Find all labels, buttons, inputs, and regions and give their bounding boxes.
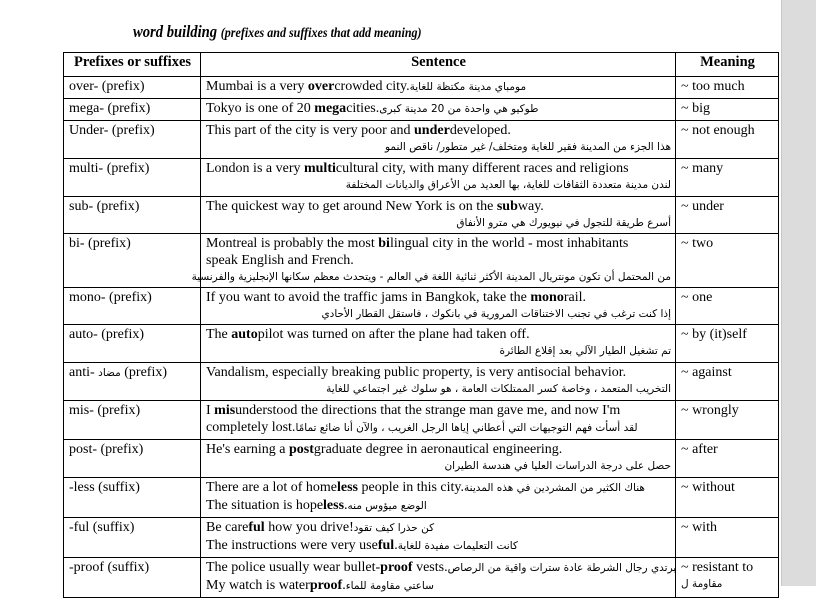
arabic-translation: إذا كنت ترغب في تجنب الاختناقات المرورية في بانكوك ، فاستقل القطار الأحادي xyxy=(321,308,671,320)
sentence-text: The instructions were very use xyxy=(206,538,378,553)
affix-cell xyxy=(64,288,201,325)
meaning-cell xyxy=(676,558,779,598)
sentence-cell xyxy=(201,288,676,325)
affix-cell xyxy=(64,558,201,598)
sentence-line xyxy=(206,100,671,118)
sentence-cell xyxy=(201,440,676,478)
title-main: word building xyxy=(133,22,218,41)
affix-cell xyxy=(64,121,201,159)
table-row xyxy=(64,401,779,440)
sentence-line xyxy=(206,364,671,381)
sentence-line xyxy=(206,497,671,515)
affix-highlight: proof xyxy=(309,578,343,593)
header-sentence: Sentence xyxy=(201,53,676,77)
sentence-line xyxy=(206,559,677,577)
affix-highlight: sub xyxy=(496,199,518,214)
affix-label: mega- (prefix) xyxy=(69,101,151,116)
affix-label: anti- xyxy=(69,365,99,380)
affix-label: mono- (prefix) xyxy=(69,290,152,305)
table-row xyxy=(64,288,779,325)
sentence-text: speak English and French. xyxy=(206,253,354,268)
sentence-text: Be care xyxy=(206,520,249,535)
header-meaning: Meaning xyxy=(676,53,779,77)
sentence-cell xyxy=(191,234,676,288)
arabic-translation: التخريب المتعمد ، وخاصة كسر الممتلكات العامة ، هو سلوك غير اجتماعي للغاية xyxy=(326,383,671,395)
affix-highlight: over xyxy=(307,79,335,94)
sentence-cell xyxy=(201,99,676,121)
sentence-cell xyxy=(201,121,676,159)
table-row xyxy=(64,440,779,478)
sentence-line xyxy=(206,235,671,252)
affix-highlight: less xyxy=(323,498,345,513)
affix-highlight: mis xyxy=(214,403,236,418)
meaning-text: ~ without xyxy=(681,480,735,495)
meaning-text: ~ under xyxy=(681,199,724,214)
meaning-text: ~ by (it)self xyxy=(681,327,747,342)
affix-highlight: auto xyxy=(231,327,258,342)
sentence-text: The xyxy=(206,327,232,342)
meaning-text: ~ many xyxy=(681,161,724,176)
word-building-table xyxy=(63,52,779,598)
arabic-translation: كانت التعليمات مفيدة للغاية xyxy=(397,540,518,552)
arabic-translation: لندن مدينة متعددة الثقافات للغاية، بها العديد من الأعراق والديانات المختلفة xyxy=(345,179,671,191)
sentence-line xyxy=(206,160,671,177)
affix-highlight: mega xyxy=(314,101,347,116)
arabic-translation: حصل على درجة الدراسات العليا في هندسة الطيران xyxy=(444,460,671,472)
sentence-text: completely lost. xyxy=(206,420,296,435)
meaning-cell xyxy=(676,401,779,440)
sentence-cell xyxy=(201,159,676,197)
affix-highlight: post xyxy=(289,442,314,457)
meaning-text: ~ wrongly xyxy=(681,403,739,418)
sentence-text: There are a lot of home xyxy=(206,480,337,495)
sentence-line xyxy=(206,479,671,497)
table-row xyxy=(64,363,779,401)
sentence-text: My watch is water xyxy=(206,578,310,593)
meaning-cell xyxy=(676,121,779,159)
affix-label: post- (prefix) xyxy=(69,442,144,457)
affix-label: Under- (prefix) xyxy=(69,123,155,138)
sentence-line xyxy=(206,122,671,139)
sentence-text: way. xyxy=(517,199,544,214)
affix-cell xyxy=(64,77,201,99)
sentence-text: crowded city. xyxy=(334,79,410,94)
affix-highlight: proof xyxy=(380,560,413,575)
arabic-translation: لقد أسأت فهم التوجيهات التي أعطاني إياها الرجل الغريب ، والآن أنا ضائع تمامًا xyxy=(295,422,638,434)
meaning-text: ~ two xyxy=(681,236,714,251)
meaning-cell xyxy=(676,77,779,99)
affix-cell xyxy=(64,440,201,478)
affix-highlight: bi xyxy=(378,236,390,251)
sentence-text: people in this city. xyxy=(358,480,465,495)
table-row xyxy=(64,325,779,363)
sentence-line xyxy=(206,577,671,595)
meaning-text: ~ big xyxy=(681,101,710,116)
sentence-line xyxy=(206,78,671,96)
meaning-text: ~ against xyxy=(681,365,732,380)
sentence-text: how you drive! xyxy=(264,520,354,535)
affix-cell xyxy=(64,363,201,401)
sentence-text: The quickest way to get around New York is on the xyxy=(206,199,497,214)
affix-cell xyxy=(64,234,201,288)
sentence-text: Tokyo is one of 20 xyxy=(206,101,315,116)
affix-label: -proof (suffix) xyxy=(69,560,150,575)
sentence-line xyxy=(206,419,671,437)
sentence-text: vests. xyxy=(412,560,448,575)
sentence-text: lingual city in the world - most inhabitants xyxy=(389,236,629,251)
meaning-cell xyxy=(676,234,779,288)
affix-tail: (prefix) xyxy=(124,365,168,380)
arabic-translation: طوكيو هي واحدة من 20 مدينة كبرى xyxy=(379,103,539,115)
sentence-text: . xyxy=(394,538,398,553)
affix-highlight: mono xyxy=(530,290,564,305)
affix-cell xyxy=(64,478,201,518)
sentence-text: Montreal is probably the most xyxy=(206,236,379,251)
table-row xyxy=(64,197,779,234)
affix-label: sub- (prefix) xyxy=(69,199,140,214)
table-row xyxy=(64,159,779,197)
arabic-translation: من المحتمل أن تكون مونتريال المدينة الأكثر ثنائية اللغة في العالم - ويتحدث معظم سكانها الإنجليزية والفرنسية xyxy=(191,271,671,283)
sentence-text: . xyxy=(344,498,348,513)
sentence-line xyxy=(206,252,671,269)
sentence-text: Mumbai is a very xyxy=(206,79,308,94)
affix-label: -ful (suffix) xyxy=(69,520,135,535)
meaning-text: ~ with xyxy=(681,520,717,535)
sentence-text: cultural city, with many different races and religions xyxy=(335,161,629,176)
sentence-text: pilot was turned on after the plane had taken off. xyxy=(257,327,530,342)
sentence-text: developed. xyxy=(449,123,511,138)
meaning-text: ~ too much xyxy=(681,79,745,94)
affix-highlight: multi xyxy=(303,161,336,176)
affix-cell xyxy=(64,99,201,121)
affix-label: bi- (prefix) xyxy=(69,236,131,251)
affix-label: multi- (prefix) xyxy=(69,161,150,176)
sentence-text: I xyxy=(206,403,215,418)
sentence-text: The police usually wear bullet- xyxy=(206,560,381,575)
arabic-translation: أسرع طريقة للتجول في نيويورك هي مترو الأنفاق xyxy=(456,217,671,229)
page-title xyxy=(133,22,422,42)
arabic-translation: يرتدي رجال الشرطة عادة سترات واقية من الرصاص xyxy=(447,562,677,574)
sentence-line xyxy=(206,519,671,537)
title-subtitle: (prefixes and suffixes that add meaning) xyxy=(220,26,422,41)
sentence-text: London is a very xyxy=(206,161,304,176)
arabic-translation: هذا الجزء من المدينة فقير للغاية ومتخلف/ غير متطور/ ناقص النمو xyxy=(385,141,671,153)
sentence-text: Vandalism, especially breaking public property, is very antisocial behavior. xyxy=(206,365,627,380)
table-row xyxy=(64,121,779,159)
arabic-translation: مومباي مدينة مكتظة للغاية xyxy=(409,81,527,93)
sentence-line xyxy=(206,326,671,343)
meaning-text: مقاومة ل xyxy=(681,578,723,590)
meaning-cell xyxy=(676,440,779,478)
meaning-cell xyxy=(676,363,779,401)
sentence-cell xyxy=(201,77,676,99)
affix-arabic: مضاد xyxy=(98,367,121,379)
arabic-translation: كن حذرا كيف تقود xyxy=(353,522,435,534)
meaning-cell xyxy=(676,518,779,558)
meaning-text: ~ after xyxy=(681,442,718,457)
sentence-line xyxy=(206,441,671,458)
sentence-text: cities. xyxy=(346,101,380,116)
sentence-text: . xyxy=(342,578,346,593)
affix-cell xyxy=(64,159,201,197)
table-row xyxy=(64,558,779,598)
arabic-translation: تم تشغيل الطيار الآلي بعد إقلاع الطائرة xyxy=(499,345,671,357)
sentence-text: understood the directions that the strange man gave me, and now I'm xyxy=(235,403,621,418)
meaning-text: ~ not enough xyxy=(681,123,755,138)
table-row xyxy=(64,478,779,518)
affix-highlight: less xyxy=(337,480,358,495)
table-row xyxy=(64,99,779,121)
sentence-cell xyxy=(201,478,676,518)
sentence-line xyxy=(206,537,671,555)
arabic-translation: هناك الكثير من المشردين في هذه المدينة xyxy=(464,482,645,494)
sentence-line xyxy=(206,198,671,215)
meaning-text: ~ resistant to xyxy=(681,560,754,575)
affix-highlight: ful xyxy=(377,538,395,553)
meaning-cell xyxy=(676,478,779,518)
table-row xyxy=(64,518,779,558)
sentence-cell xyxy=(201,558,676,598)
arabic-translation: ساعتي مقاومة للماء xyxy=(345,580,434,592)
affix-cell xyxy=(64,325,201,363)
sentence-cell xyxy=(201,401,676,440)
affix-cell xyxy=(64,401,201,440)
table-row xyxy=(64,77,779,99)
sentence-cell xyxy=(201,197,676,234)
affix-cell xyxy=(64,518,201,558)
sentence-line xyxy=(206,289,671,306)
meaning-cell xyxy=(676,99,779,121)
sentence-text: The situation is hope xyxy=(206,498,324,513)
sentence-text: This part of the city is very poor and xyxy=(206,123,415,138)
sentence-cell xyxy=(201,363,676,401)
meaning-cell xyxy=(676,288,779,325)
meaning-cell xyxy=(676,197,779,234)
sentence-text: If you want to avoid the traffic jams in Bangkok, take the xyxy=(206,290,531,305)
sentence-line xyxy=(206,402,671,419)
sentence-cell xyxy=(201,518,676,558)
affix-label: -less (suffix) xyxy=(69,480,140,495)
sentence-cell xyxy=(201,325,676,363)
affix-label: over- (prefix) xyxy=(69,79,145,94)
meaning-cell xyxy=(676,325,779,363)
affix-label: mis- (prefix) xyxy=(69,403,141,418)
sentence-text: He's earning a xyxy=(206,442,289,457)
sentence-text: rail. xyxy=(563,290,586,305)
sentence-text: graduate degree in aeronautical engineering. xyxy=(313,442,563,457)
affix-highlight: under xyxy=(414,123,450,138)
affix-cell xyxy=(64,197,201,234)
header-affix: Prefixes or suffixes xyxy=(64,53,201,77)
table-header-row xyxy=(64,53,779,77)
page-gutter xyxy=(781,0,816,586)
affix-label: auto- (prefix) xyxy=(69,327,145,342)
meaning-text: ~ one xyxy=(681,290,713,305)
meaning-cell xyxy=(676,159,779,197)
table-row xyxy=(64,234,779,288)
affix-highlight: ful xyxy=(248,520,265,535)
arabic-translation: الوضع ميؤوس منه xyxy=(347,500,427,512)
